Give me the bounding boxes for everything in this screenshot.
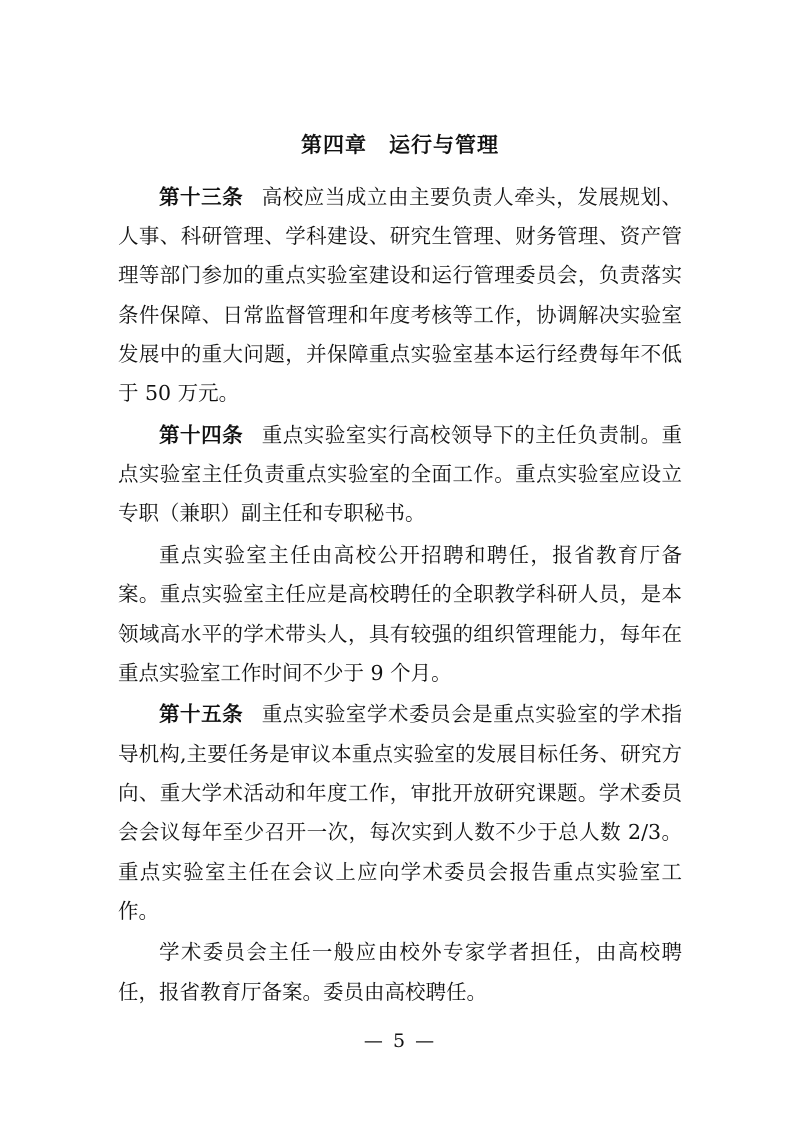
- paragraph-article-15-cont: [118, 933, 682, 1012]
- article-label-14: 第十四条: [159, 422, 244, 447]
- article-label-13: 第十三条: [159, 184, 244, 209]
- paragraph-article-13: [118, 178, 682, 414]
- article-text-14-cont: 重点实验室主任由高校公开招聘和聘任，报省教育厅备案。重点实验室主任应是高校聘任的全职教学科研人员，是本领域高水平的学术带头人，具有较强的组织管理能力，每年在重点实验室工作时间不少于 9 个月。: [118, 542, 682, 685]
- article-text-15-cont: 学术委员会主任一般应由校外专家学者担任，由高校聘任，报省教育厅备案。委员由高校聘任。: [118, 940, 682, 1004]
- document-body: [118, 128, 682, 1014]
- article-text-13: 高校应当成立由主要负责人牵头，发展规划、人事、科研管理、学科建设、研究生管理、财务管理、资产管理等部门参加的重点实验室建设和运行管理委员会，负责落实条件保障、日常监督管理和年度考核等工作，协调解决实验室发展中的重大问题，并保障重点实验室基本运行经费每年不低于 50 万元。: [118, 184, 683, 406]
- page-number: — 5 —: [363, 1030, 437, 1052]
- paragraph-article-14-cont: [118, 536, 682, 693]
- chapter-heading: [118, 128, 682, 162]
- article-label-15: 第十五条: [159, 702, 244, 727]
- article-text-15: 重点实验室学术委员会是重点实验室的学术指导机构,主要任务是审议本重点实验室的发展目标任务、研究方向、重大学术活动和年度工作，审批开放研究课题。学术委员会会议每年至少召开一次，每次实到人数不少于总人数 2/3。重点实验室主任在会议上应向学术委员会报告重点实验室工作。: [118, 702, 683, 924]
- paragraph-article-15: [118, 695, 682, 931]
- chapter-number: 第四章: [301, 132, 367, 157]
- paragraph-article-14: [118, 416, 682, 534]
- article-text-14: 重点实验室实行高校领导下的主任负责制。重点实验室主任负责重点实验室的全面工作。重点实验室应设立专职（兼职）副主任和专职秘书。: [118, 422, 683, 526]
- chapter-title-text: 运行与管理: [389, 132, 499, 157]
